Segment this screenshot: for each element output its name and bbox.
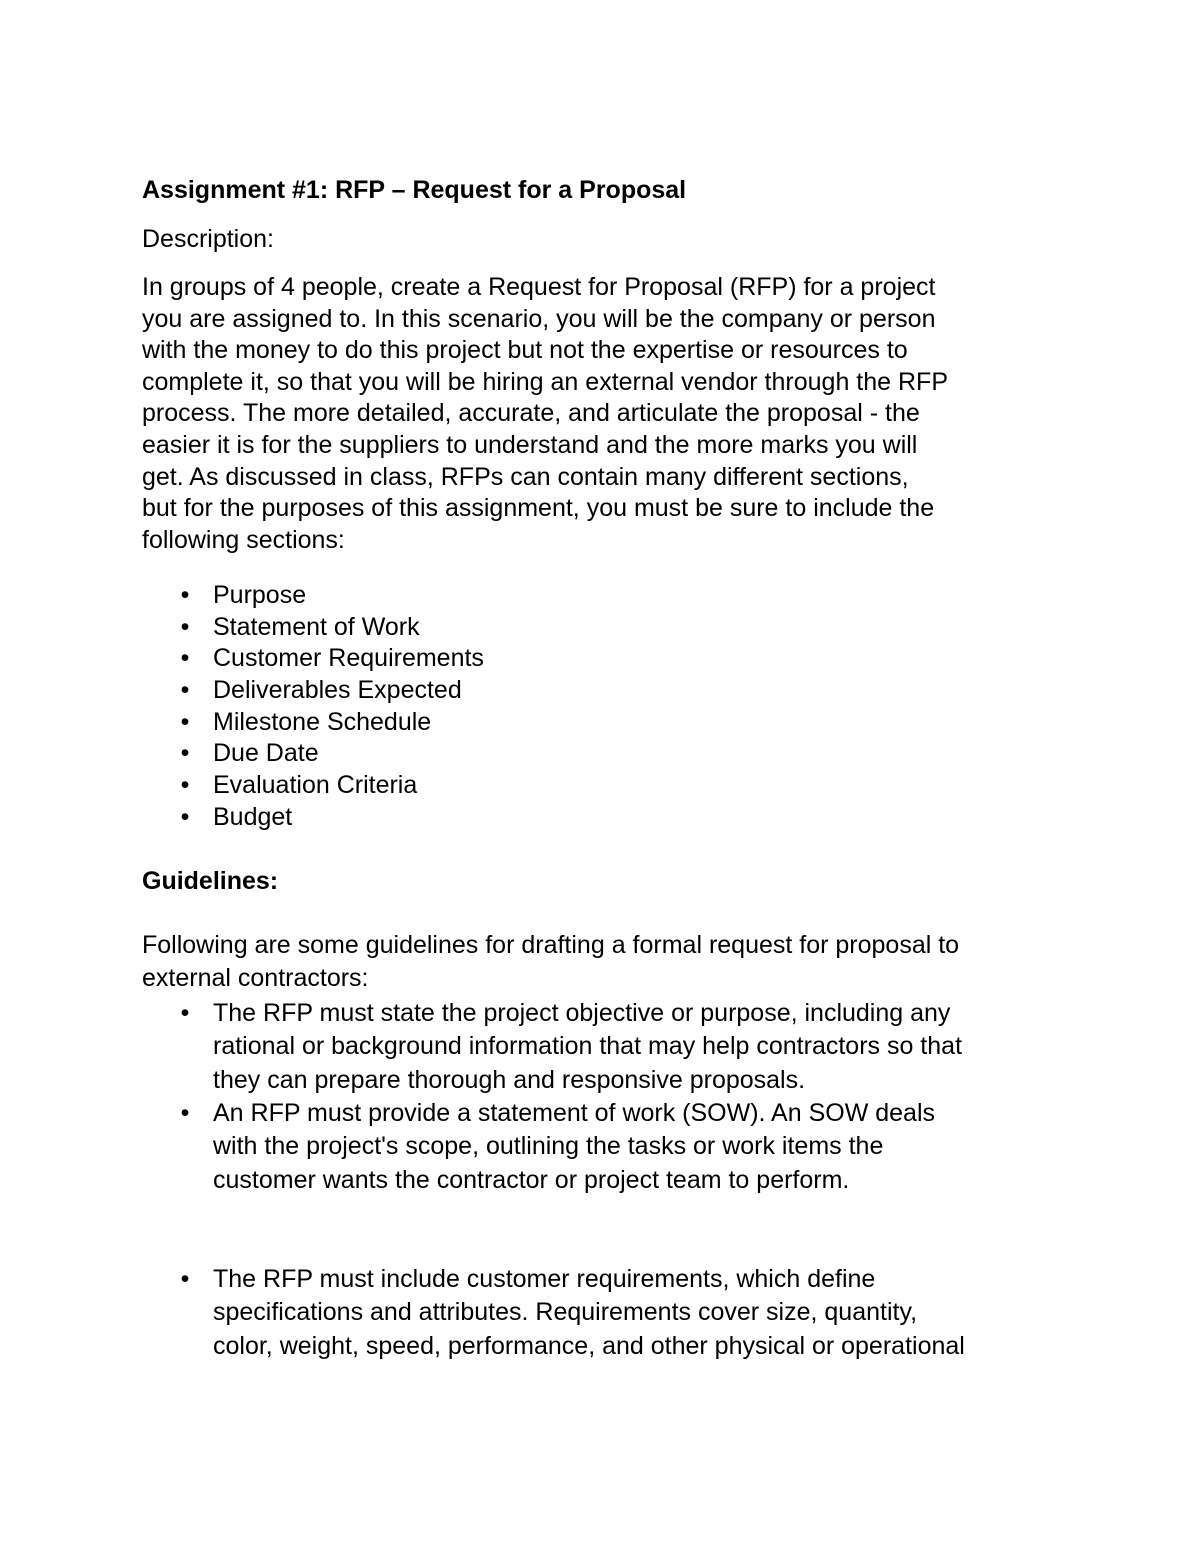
guideline-line: An RFP must provide a statement of work (SOW). An SOW deals xyxy=(213,1099,936,1127)
list-item-label: Deliverables Expected xyxy=(213,676,462,705)
list-item xyxy=(142,738,484,770)
description-paragraph xyxy=(142,272,948,556)
guideline-line: color, weight, speed, performance, and other physical or operational xyxy=(213,1331,965,1360)
guideline-line: The RFP must include customer requirements, which define xyxy=(213,1265,876,1293)
list-item xyxy=(142,802,484,834)
bullet-icon: • xyxy=(180,676,190,705)
list-item-label: Purpose xyxy=(213,581,307,609)
bullet-icon: • xyxy=(180,771,190,800)
bullet-icon: • xyxy=(180,1265,190,1293)
list-item xyxy=(142,770,484,802)
bullet-icon: • xyxy=(180,707,190,736)
bullet-icon: • xyxy=(180,644,190,673)
paragraph-line: with the money to do this project but not the expertise or resources to xyxy=(142,336,908,365)
list-item-label: Milestone Schedule xyxy=(213,707,432,736)
guideline-line: they can prepare thorough and responsive proposals. xyxy=(213,1065,806,1094)
paragraph-line: easier it is for the suppliers to understand and the more marks you will xyxy=(142,430,918,459)
list-item-label: Due Date xyxy=(213,739,319,768)
bullet-icon: • xyxy=(180,999,190,1027)
list-item-label: Evaluation Criteria xyxy=(213,771,418,800)
paragraph-line: external contractors: xyxy=(142,964,369,992)
required-sections-list xyxy=(142,580,484,834)
bullet-icon: • xyxy=(180,739,190,768)
paragraph-line: but for the purposes of this assignment, you must be sure to include the xyxy=(142,494,935,523)
bullet-icon: • xyxy=(180,581,190,609)
list-item xyxy=(142,580,484,612)
paragraph-line: following sections: xyxy=(142,525,345,554)
bullet-icon: • xyxy=(180,612,190,641)
bullet-icon: • xyxy=(180,1099,190,1127)
list-item-label: Customer Requirements xyxy=(213,644,484,673)
guidelines-intro xyxy=(142,929,959,995)
guideline-line: The RFP must state the project objective or purpose, including any xyxy=(213,999,951,1027)
guideline-line: rational or background information that may help contractors so that xyxy=(213,1032,963,1061)
guideline-line: with the project's scope, outlining the tasks or work items the xyxy=(213,1132,884,1161)
list-item-label: Statement of Work xyxy=(213,612,420,641)
page-title: Assignment #1: RFP – Request for a Proposal xyxy=(142,176,687,204)
list-item xyxy=(142,612,484,644)
paragraph-line: In groups of 4 people, create a Request for Proposal (RFP) for a project xyxy=(142,273,936,301)
guidelines-heading: Guidelines: xyxy=(142,867,279,895)
paragraph-line: you are assigned to. In this scenario, you will be the company or person xyxy=(142,304,936,333)
guideline-line: specifications and attributes. Requirements cover size, quantity, xyxy=(213,1298,918,1327)
list-item xyxy=(142,675,484,707)
bullet-icon: • xyxy=(180,802,190,831)
list-item-label: Budget xyxy=(213,802,293,831)
list-item xyxy=(142,643,484,675)
list-item xyxy=(142,707,484,739)
paragraph-line: Following are some guidelines for drafting a formal request for proposal to xyxy=(142,931,960,959)
paragraph-line: process. The more detailed, accurate, and articulate the proposal - the xyxy=(142,399,920,428)
paragraph-line: get. As discussed in class, RFPs can contain many different sections, xyxy=(142,462,909,491)
guideline-line: customer wants the contractor or project team to perform. xyxy=(213,1165,850,1194)
paragraph-line: complete it, so that you will be hiring an external vendor through the RFP xyxy=(142,367,948,396)
description-label: Description: xyxy=(142,225,274,253)
